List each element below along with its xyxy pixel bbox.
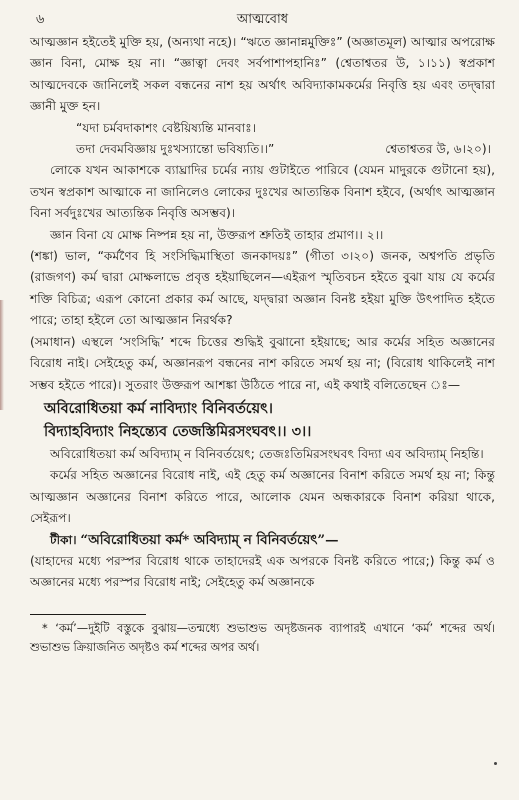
paragraph-proof: জ্ঞান বিনা যে মোক্ষ নিষ্পন্ন হয় না, উক্তরূপ শ্রুতিই তাহার প্রমাণ।। ২।। — [50, 227, 384, 242]
page-edge-shadow — [0, 300, 4, 410]
verse-line-2-text: তদা দেবমবিজ্ঞায় দুঃখস্যান্তো ভবিষ্যতি।।” — [76, 142, 275, 157]
paragraph-tika-continued: (যাহাদের মধ্যে পরস্পর বিরোধ থাকে তাহাদেরই এক অপরকে বিনষ্ট করিতে পারে;) কিন্তু কর্ম ও অজ্ঞানের মধ্যে পরস্পর বিরোধ নাই; সেইহেতু কর্ম অজ্ঞানকে — [30, 553, 495, 590]
page-speck — [494, 762, 497, 765]
sloka-line-2: বিদ্যাহবিদ্যাং নিহন্ত্যেব তেজস্তিমিরসংঘবৎ।। ৩।। — [44, 422, 312, 440]
tika-label: টীকা। — [50, 532, 77, 547]
footnote-text: * ‘কর্ম’—দুইটি বস্তুকে বুঝায়—তন্মধ্যে শুভাশুভ অদৃষ্টজনক ব্যাপারই এখানে ‘কর্ম’ শব্দের অর্থ। শুভাশুভ ক্রিয়াজনিত অদৃষ্টও কর্ম শব্দের অপর অর্থ। — [30, 620, 495, 654]
page-header — [30, 8, 495, 32]
paragraph-doubt: (শঙ্কা) ভাল, “কর্মণৈব হি সংসিদ্ধিমাস্থিতা জনকাদয়ঃ” (গীতা ৩।২০) জনক, অশ্বপতি প্রভৃতি (রাজগণ) কর্ম দ্বারা মোক্ষলাভে প্রবৃত্ত হইয়াছিলেন—এইরূপ স্মৃতিবচন হইতে বুঝা যায় যে কর্মের শক্তি বিচিত্র; এরূপ কোনো প্রকার কর্ম আছে, যদ্দ্বারা অজ্ঞান বিনষ্ট হইয়া মুক্তি উৎপাদিত হইতে পারে; তাহা হইলে তো আত্মজ্ঞান নিরর্থক? — [30, 249, 495, 328]
verse-line-1: “যদা চর্মবদাকাশং বেষ্টয়িষ্যন্তি মানবাঃ। — [76, 120, 257, 135]
paragraph-tika — [30, 530, 495, 551]
paragraph-verse-explanation: লোকে যখন আকাশকে ব্যাঘ্রাদির চর্মের ন্যায় গুটাইতে পারিবে (যেমন মাদুরকে গুটানো হয়), তখন স্বপ্রকাশ আত্মাকে না জানিলেও লোকের দুঃখের আত্যন্তিক বিনাশ হইবে, (অর্থাৎ আত্মজ্ঞান বিনা সর্বদুঃখের আত্যন্তিক নিবৃত্তি অসম্ভব)। — [30, 163, 495, 221]
page-body — [30, 32, 495, 594]
sloka-line-1: অবিরোধিতয়া কর্ম নাবিদ্যাং বিনিবর্তয়েৎ। — [44, 399, 273, 417]
paragraph-translation: কর্মের সহিত অজ্ঞানের বিরোধ নাই, এই হেতু কর্ম অজ্ঞানের বিনাশ করিতে সমর্থ হয় না; কিন্তু আত্মজ্ঞান অজ্ঞানের বিনাশ করিতে পারে, আলোক যেমন অন্ধকারকে বিনাশ করিয়া থাকে, সেইরূপ। — [30, 468, 495, 526]
footnote — [30, 619, 495, 657]
running-title: আত্মবোধ — [236, 12, 289, 27]
verse-reference: শ্বেতাশ্বতর উ, ৬।২০)। — [385, 142, 491, 157]
verse-line-2 — [76, 139, 495, 160]
tika-sloka-quote: “অবিরোধিতয়া কর্ম* অবিদ্যাম্ ন বিনিবর্তয়েৎ”— — [80, 531, 339, 548]
paragraph-resolution: (সমাধান) এস্থলে ‘সংসিদ্ধি’ শব্দে চিত্তের শুদ্ধিই বুঝানো হইয়াছে; আর কর্মের সহিত অজ্ঞানের বিরোধ নাই। সেইহেতু কর্ম, অজ্ঞানরূপ বন্ধনের নাশ করিতে সমর্থ হয় না; (বিরোধ থাকিলেই নাশ সম্ভব হইতে পারে)। সুতরাং উক্তরূপ আশঙ্কা উঠিতে পারে না, এই কথাই বলিতেছেন ঃ— — [30, 334, 495, 392]
footnote-divider — [30, 614, 146, 615]
verse-shvetashvatara — [30, 118, 495, 161]
page-number: ৬ — [36, 12, 45, 27]
paragraph-moksha-knowledge: আত্মজ্ঞান হইতেই মুক্তি হয়, (অন্যথা নহে)। “ঋতে জ্ঞানান্নমুক্তিঃ” (অজ্ঞাতমূল) আত্মার অপরোক্ষ জ্ঞান বিনা, মোক্ষ হয় না। “জ্ঞাত্বা দেবং সর্বপাশাপহানিঃ” (শ্বেতাশ্বতর উ, ১।১১) স্বপ্রকাশ আত্মদেবকে জানিলেই সকল বন্ধনের নাশ হয় অর্থাৎ অবিদ্যাকামকর্মের নিবৃত্তি হয় এবং তদ্দ্বারা জ্ঞানী মুক্ত হন। — [30, 35, 495, 114]
paragraph-anvaya: অবিরোধিতয়া কর্ম অবিদ্যাম্ ন বিনিবর্তয়েৎ; তেজঃতিমিরসংঘবৎ বিদ্যা এব অবিদ্যাম্ নিহন্তি। — [50, 446, 484, 461]
sloka-3 — [30, 397, 495, 443]
